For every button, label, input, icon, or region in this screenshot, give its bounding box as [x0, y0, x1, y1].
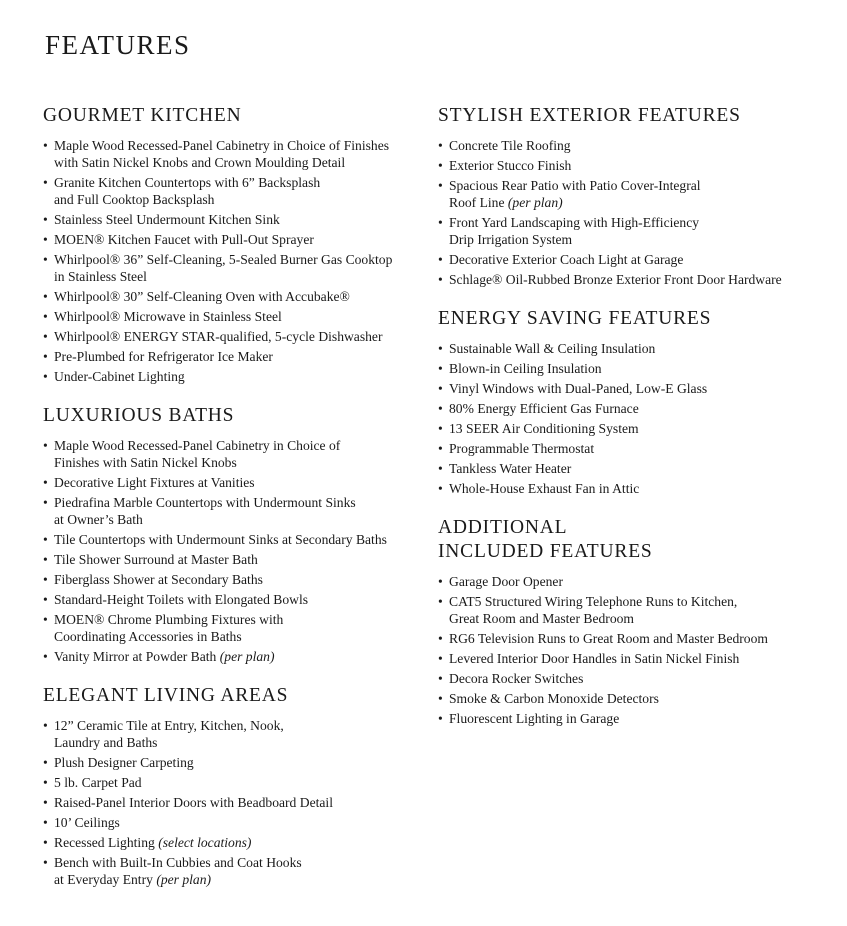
list-item: • Sustainable Wall & Ceiling Insulation	[438, 341, 656, 356]
bullet-icon: •	[438, 651, 443, 666]
bullet-icon: •	[43, 289, 48, 304]
section-elegant-living-areas	[43, 684, 428, 888]
feature-list	[43, 437, 428, 665]
bullet-icon: •	[438, 138, 443, 153]
bullet-icon: •	[43, 815, 48, 830]
list-item: • RG6 Television Runs to Great Room and Master Bedroom	[438, 631, 768, 646]
list-item: • 10’ Ceilings	[43, 815, 120, 830]
section-title: GOURMET KITCHEN	[43, 105, 242, 126]
list-item: • MOEN® Kitchen Faucet with Pull-Out Sprayer	[43, 232, 314, 247]
bullet-icon: •	[438, 481, 443, 496]
section-title: ELEGANT LIVING AREAS	[43, 685, 289, 706]
bullet-icon: •	[438, 215, 443, 230]
bullet-icon: •	[43, 349, 48, 364]
list-item: • Under-Cabinet Lighting	[43, 369, 185, 384]
bullet-icon: •	[43, 612, 48, 627]
bullet-icon: •	[43, 835, 48, 850]
list-item: • Whirlpool® 30” Self-Cleaning Oven with Accubake®	[43, 289, 350, 304]
bullet-icon: •	[43, 775, 48, 790]
list-item: • Tile Shower Surround at Master Bath	[43, 552, 258, 567]
list-item: • Whirlpool® ENERGY STAR-qualified, 5-cycle Dishwasher	[43, 329, 383, 344]
item-note: (per plan)	[219, 649, 275, 664]
feature-list	[43, 717, 428, 888]
bullet-icon: •	[43, 649, 48, 664]
section-luxurious-baths	[43, 404, 428, 665]
section-title: LUXURIOUS BATHS	[43, 405, 235, 426]
bullet-icon: •	[438, 461, 443, 476]
list-item: • Fluorescent Lighting in Garage	[438, 711, 620, 726]
bullet-icon: •	[43, 475, 48, 490]
bullet-icon: •	[43, 329, 48, 344]
bullet-icon: •	[438, 594, 443, 609]
list-item: • Whirlpool® Microwave in Stainless Steel	[43, 309, 282, 324]
feature-list	[438, 137, 838, 288]
bullet-icon: •	[43, 369, 48, 384]
list-item: • 80% Energy Efficient Gas Furnace	[438, 401, 639, 416]
bullet-icon: •	[43, 592, 48, 607]
bullet-icon: •	[438, 671, 443, 686]
feature-list	[438, 340, 838, 497]
list-item: • Maple Wood Recessed-Panel Cabinetry in Choice of Finishes with Satin Nickel Knobs	[43, 438, 341, 470]
list-item: • Spacious Rear Patio with Patio Cover-Integral Roof Line (per plan)	[438, 178, 701, 210]
list-item: • Tile Countertops with Undermount Sinks at Secondary Baths	[43, 532, 387, 547]
list-item: • Schlage® Oil-Rubbed Bronze Exterior Front Door Hardware	[438, 272, 782, 287]
list-item: • Vanity Mirror at Powder Bath (per plan)	[43, 649, 275, 664]
bullet-icon: •	[43, 572, 48, 587]
list-item: • Stainless Steel Undermount Kitchen Sink	[43, 212, 280, 227]
bullet-icon: •	[43, 138, 48, 153]
bullet-icon: •	[43, 175, 48, 190]
list-item: • Raised-Panel Interior Doors with Beadboard Detail	[43, 795, 333, 810]
section-additional-included-features	[438, 516, 838, 727]
bullet-icon: •	[43, 855, 48, 870]
bullet-icon: •	[43, 795, 48, 810]
bullet-icon: •	[438, 252, 443, 267]
list-item: • Pre-Plumbed for Refrigerator Ice Maker	[43, 349, 273, 364]
item-note: (select locations)	[158, 835, 252, 850]
bullet-icon: •	[438, 158, 443, 173]
bullet-icon: •	[43, 552, 48, 567]
bullet-icon: •	[438, 421, 443, 436]
list-item: • Standard-Height Toilets with Elongated Bowls	[43, 592, 309, 607]
bullet-icon: •	[438, 574, 443, 589]
feature-list	[438, 573, 838, 727]
list-item: • Fiberglass Shower at Secondary Baths	[43, 572, 263, 587]
bullet-icon: •	[43, 718, 48, 733]
bullet-icon: •	[43, 532, 48, 547]
list-item: • Bench with Built-In Cubbies and Coat Hooks at Everyday Entry (per plan)	[43, 855, 302, 887]
list-item: • Levered Interior Door Handles in Satin Nickel Finish	[438, 651, 740, 666]
bullet-icon: •	[43, 212, 48, 227]
item-note: (per plan)	[507, 195, 563, 210]
list-item: • Decorative Exterior Coach Light at Garage	[438, 252, 684, 267]
list-item: • Front Yard Landscaping with High-Efficiency Drip Irrigation System	[438, 215, 700, 247]
list-item: • Exterior Stucco Finish	[438, 158, 572, 173]
list-item: • Whirlpool® 36” Self-Cleaning, 5-Sealed Burner Gas Cooktop in Stainless Steel	[43, 252, 393, 284]
list-item: • Tankless Water Heater	[438, 461, 572, 476]
list-item: • Recessed Lighting (select locations)	[43, 835, 252, 850]
list-item: • 5 lb. Carpet Pad	[43, 775, 142, 790]
list-item: • Whole-House Exhaust Fan in Attic	[438, 481, 640, 496]
bullet-icon: •	[438, 272, 443, 287]
section-title: ENERGY SAVING FEATURES	[438, 308, 712, 329]
bullet-icon: •	[43, 309, 48, 324]
bullet-icon: •	[438, 381, 443, 396]
list-item: • Decorative Light Fixtures at Vanities	[43, 475, 255, 490]
bullet-icon: •	[438, 361, 443, 376]
list-item: • MOEN® Chrome Plumbing Fixtures with Coordinating Accessories in Baths	[43, 612, 284, 644]
item-note: (per plan)	[156, 872, 212, 887]
left-column	[43, 104, 428, 907]
section-title: STYLISH EXTERIOR FEATURES	[438, 105, 741, 126]
bullet-icon: •	[438, 341, 443, 356]
section-title: ADDITIONAL INCLUDED FEATURES	[438, 517, 653, 562]
list-item: • Blown-in Ceiling Insulation	[438, 361, 602, 376]
list-item: • Concrete Tile Roofing	[438, 138, 571, 153]
bullet-icon: •	[438, 691, 443, 706]
bullet-icon: •	[438, 178, 443, 193]
section-stylish-exterior-features	[438, 104, 838, 288]
page-title: FEATURES	[45, 30, 191, 60]
list-item: • Programmable Thermostat	[438, 441, 595, 456]
list-item: • 13 SEER Air Conditioning System	[438, 421, 639, 436]
list-item: • Garage Door Opener	[438, 574, 563, 589]
list-item: • Granite Kitchen Countertops with 6” Backsplash and Full Cooktop Backsplash	[43, 175, 321, 207]
bullet-icon: •	[438, 631, 443, 646]
right-column	[438, 104, 838, 746]
bullet-icon: •	[43, 252, 48, 267]
list-item: • 12” Ceramic Tile at Entry, Kitchen, Nook, Laundry and Baths	[43, 718, 284, 750]
list-item: • CAT5 Structured Wiring Telephone Runs to Kitchen, Great Room and Master Bedroom	[438, 594, 738, 626]
list-item: • Vinyl Windows with Dual-Paned, Low-E Glass	[438, 381, 708, 396]
bullet-icon: •	[438, 401, 443, 416]
list-item: • Maple Wood Recessed-Panel Cabinetry in Choice of Finishes with Satin Nickel Knobs and Crown Moulding Detail	[43, 138, 390, 170]
list-item: • Decora Rocker Switches	[438, 671, 584, 686]
list-item: • Smoke & Carbon Monoxide Detectors	[438, 691, 659, 706]
list-item: • Plush Designer Carpeting	[43, 755, 194, 770]
list-item: • Piedrafina Marble Countertops with Undermount Sinks at Owner’s Bath	[43, 495, 356, 527]
bullet-icon: •	[43, 438, 48, 453]
bullet-icon: •	[438, 711, 443, 726]
bullet-icon: •	[438, 441, 443, 456]
section-energy-saving-features	[438, 307, 838, 497]
section-gourmet-kitchen	[43, 104, 428, 385]
feature-list	[43, 137, 428, 385]
bullet-icon: •	[43, 495, 48, 510]
bullet-icon: •	[43, 755, 48, 770]
bullet-icon: •	[43, 232, 48, 247]
